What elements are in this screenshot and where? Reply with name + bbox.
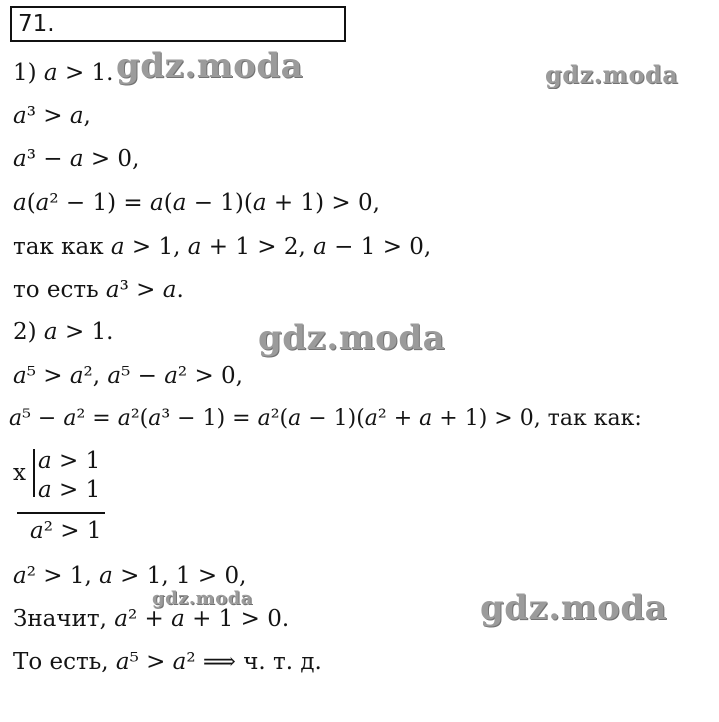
watermark-5: gdz.moda [480, 588, 668, 628]
line-5: так как 𝑎 > 1, 𝑎 + 1 > 2, 𝑎 − 1 > 0, [13, 234, 432, 260]
watermark-2: gdz.moda [545, 60, 679, 89]
line-11: Значит, 𝑎² + 𝑎 + 1 > 0. [13, 606, 290, 632]
line-7: 2) 𝑎 > 1. [13, 319, 114, 345]
multiply-bar [33, 449, 35, 497]
watermark-4: gdz.moda [152, 588, 253, 609]
line-1: 1) 𝑎 > 1. [13, 60, 114, 86]
line-4: 𝑎(𝑎² − 1) = 𝑎(𝑎 − 1)(𝑎 + 1) > 0, [13, 190, 380, 216]
line-6: то есть 𝑎³ > 𝑎. [13, 277, 184, 303]
watermark-3: gdz.moda [258, 318, 446, 358]
line-9: 𝑎⁵ − 𝑎² = 𝑎²(𝑎³ − 1) = 𝑎²(𝑎 − 1)(𝑎² + 𝑎 + 1) > 0, так как: [9, 406, 642, 431]
line-3: 𝑎³ − 𝑎 > 0, [13, 146, 140, 172]
line-2: 𝑎³ > 𝑎, [13, 103, 91, 129]
multiply-row-1: 𝑎 > 1 [38, 448, 101, 474]
multiply-result: 𝑎² > 1 [30, 518, 102, 544]
line-10: 𝑎² > 1, 𝑎 > 1, 1 > 0, [13, 563, 247, 589]
watermark-1: gdz.moda [116, 46, 304, 86]
line-12: То есть, 𝑎⁵ > 𝑎² ⟹ ч. т. д. [13, 649, 322, 675]
problem-number-box [10, 6, 346, 42]
problem-number: 71. [18, 11, 55, 37]
multiply-row-2: 𝑎 > 1 [38, 477, 101, 503]
multiply-sign: x [13, 460, 26, 486]
result-rule [17, 512, 105, 514]
line-8: 𝑎⁵ > 𝑎², 𝑎⁵ − 𝑎² > 0, [13, 363, 243, 389]
